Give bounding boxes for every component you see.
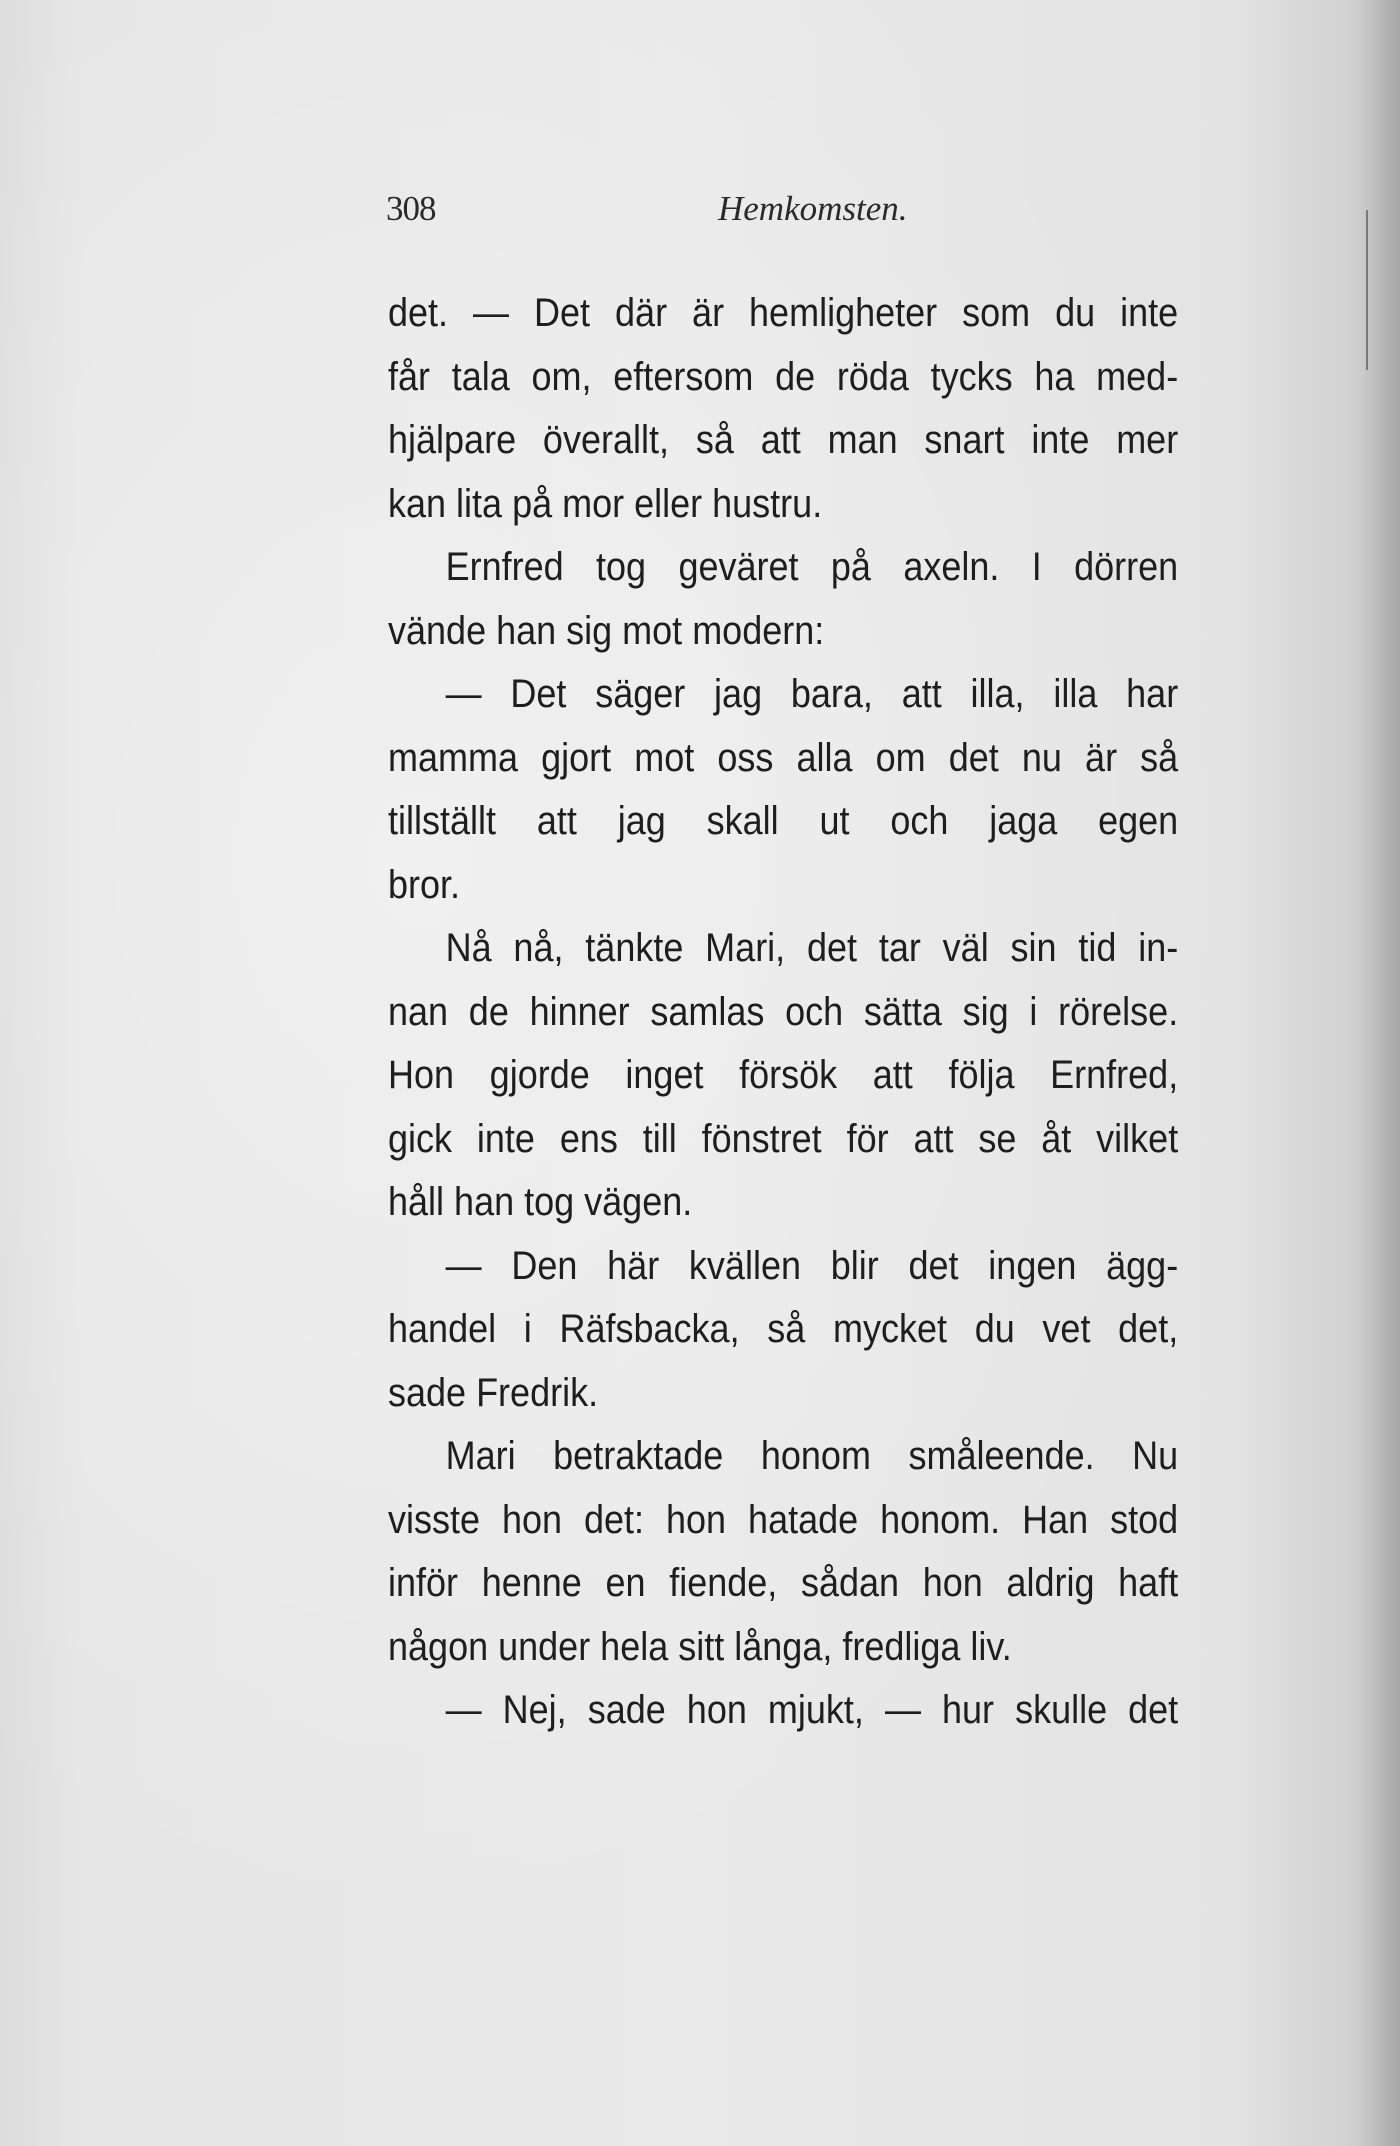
text-line: Hon gjorde inget försök att följa Ernfred, [388,1053,1179,1097]
page-number: 308 [386,189,436,228]
text-line: hjälpare överallt, så att man snart inte mer [388,418,1179,462]
text-line: — Den här kvällen blir det ingen ägg- [445,1243,1179,1288]
text-line: tillställt att jag skall ut och jaga egen [388,799,1179,843]
text-line: håll han tog vägen. [388,1180,693,1224]
body-text [388,282,1178,1743]
text-line: vände han sig mot modern: [388,608,825,653]
text-line: inför henne en fiende, sådan hon aldrig haft [388,1561,1179,1605]
text-line: det. — Det där är hemligheter som du inte [388,291,1179,335]
text-line: — Nej, sade hon mjukt, — hur skulle det [445,1688,1179,1732]
text-line: sade Fredrik. [388,1370,599,1415]
text-line: handel i Räfsbacka, så mycket du vet det, [388,1307,1179,1351]
text-line: nan de hinner samlas och sätta sig i rörelse. [388,989,1179,1034]
text-line: visste hon det: hon hatade honom. Han stod [388,1497,1179,1542]
text-line: kan lita på mor eller hustru. [388,481,823,526]
text-line: Nå nå, tänkte Mari, det tar väl sin tid in- [445,926,1179,970]
text-line: mamma gjort mot oss alla om det nu är så [388,735,1179,780]
text-line: någon under hela sitt långa, fredliga liv. [388,1624,1012,1669]
text-line: Mari betraktade honom småleende. Nu [445,1434,1179,1478]
running-head [386,184,926,234]
text-line: får tala om, eftersom de röda tycks ha med- [388,354,1179,399]
page-edge-mark [1366,210,1368,370]
text-line: — Det säger jag bara, att illa, illa har [445,672,1179,716]
text-line: Ernfred tog geväret på axeln. I dörren [445,545,1179,589]
text-line: bror. [388,862,461,907]
running-title: Hemkomsten. [718,189,908,228]
text-line: gick inte ens till fönstret för att se åt vilket [388,1116,1179,1161]
